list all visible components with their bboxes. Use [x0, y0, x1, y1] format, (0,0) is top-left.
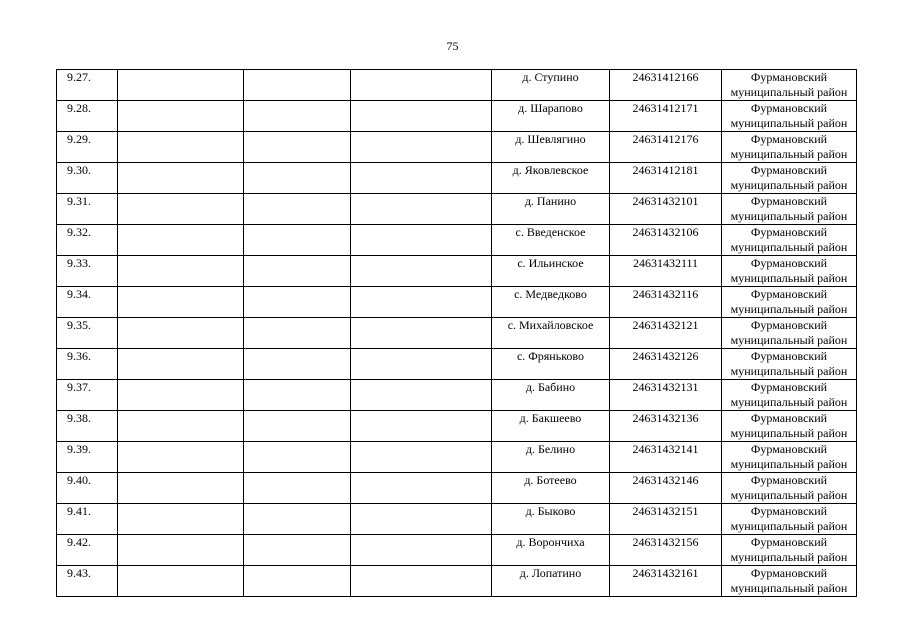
empty-cell [244, 380, 351, 411]
empty-cell [351, 194, 492, 225]
table-row [57, 380, 857, 411]
oktmo-code-cell: 24631432161 [610, 566, 722, 597]
district-name-line: Фурмановский [750, 132, 828, 146]
settlement-cell: д. Бакшеево [492, 411, 610, 442]
oktmo-code-cell: 24631432156 [610, 535, 722, 566]
district-name-line: Фурмановский [750, 318, 828, 332]
oktmo-code-cell: 24631432131 [610, 380, 722, 411]
district-type-line: муниципальный район [730, 581, 848, 595]
row-number-cell: 9.31. [57, 194, 118, 225]
row-number-cell: 9.28. [57, 101, 118, 132]
district-cell [722, 194, 857, 225]
table-row [57, 442, 857, 473]
district-cell [722, 349, 857, 380]
table-row [57, 163, 857, 194]
settlement-cell: д. Ворончиха [492, 535, 610, 566]
empty-cell [351, 318, 492, 349]
table-row [57, 349, 857, 380]
empty-cell [351, 132, 492, 163]
district-name-line: Фурмановский [750, 101, 828, 115]
row-number-cell: 9.27. [57, 70, 118, 101]
table-row [57, 535, 857, 566]
district-cell [722, 225, 857, 256]
settlement-cell: д. Белино [492, 442, 610, 473]
empty-cell [244, 318, 351, 349]
empty-cell [118, 101, 244, 132]
oktmo-code-cell: 24631432126 [610, 349, 722, 380]
district-name-line: Фурмановский [750, 163, 828, 177]
district-cell [722, 70, 857, 101]
district-type-line: муниципальный район [730, 333, 848, 347]
row-number-cell: 9.34. [57, 287, 118, 318]
district-type-line: муниципальный район [730, 457, 848, 471]
empty-cell [351, 442, 492, 473]
empty-cell [118, 318, 244, 349]
settlement-cell: с. Михайловское [492, 318, 610, 349]
oktmo-code-cell: 24631432141 [610, 442, 722, 473]
table-row [57, 411, 857, 442]
district-cell [722, 535, 857, 566]
settlement-cell: д. Яковлевское [492, 163, 610, 194]
district-cell [722, 380, 857, 411]
settlement-cell: д. Бабино [492, 380, 610, 411]
oktmo-code-cell: 24631432116 [610, 287, 722, 318]
district-type-line: муниципальный район [730, 271, 848, 285]
empty-cell [118, 194, 244, 225]
settlement-cell: д. Шарапово [492, 101, 610, 132]
row-number-cell: 9.36. [57, 349, 118, 380]
settlement-cell: д. Панино [492, 194, 610, 225]
empty-cell [244, 442, 351, 473]
empty-cell [244, 225, 351, 256]
district-name-line: Фурмановский [750, 349, 828, 363]
district-name-line: Фурмановский [750, 566, 828, 580]
row-number-cell: 9.41. [57, 504, 118, 535]
empty-cell [351, 70, 492, 101]
empty-cell [244, 256, 351, 287]
row-number-cell: 9.39. [57, 442, 118, 473]
district-type-line: муниципальный район [730, 550, 848, 564]
empty-cell [118, 473, 244, 504]
empty-cell [118, 411, 244, 442]
empty-cell [351, 380, 492, 411]
empty-cell [118, 225, 244, 256]
empty-cell [351, 535, 492, 566]
oktmo-code-cell: 24631432101 [610, 194, 722, 225]
oktmo-code-cell: 24631432146 [610, 473, 722, 504]
district-cell [722, 504, 857, 535]
empty-cell [351, 163, 492, 194]
settlement-cell: с. Медведково [492, 287, 610, 318]
table-row [57, 132, 857, 163]
settlement-cell: с. Ильинское [492, 256, 610, 287]
district-name-line: Фурмановский [750, 473, 828, 487]
empty-cell [244, 566, 351, 597]
empty-cell [244, 349, 351, 380]
empty-cell [118, 349, 244, 380]
district-type-line: муниципальный район [730, 519, 848, 533]
district-cell [722, 442, 857, 473]
district-name-line: Фурмановский [750, 442, 828, 456]
district-name-line: Фурмановский [750, 504, 828, 518]
oktmo-code-cell: 24631432106 [610, 225, 722, 256]
table-row [57, 473, 857, 504]
district-type-line: муниципальный район [730, 178, 848, 192]
district-cell [722, 256, 857, 287]
table-row [57, 225, 857, 256]
empty-cell [118, 535, 244, 566]
district-cell [722, 163, 857, 194]
empty-cell [244, 132, 351, 163]
district-name-line: Фурмановский [750, 70, 828, 84]
empty-cell [118, 442, 244, 473]
empty-cell [351, 473, 492, 504]
row-number-cell: 9.35. [57, 318, 118, 349]
table-row [57, 318, 857, 349]
empty-cell [244, 101, 351, 132]
empty-cell [244, 70, 351, 101]
settlement-cell: д. Лопатино [492, 566, 610, 597]
oktmo-code-cell: 24631432151 [610, 504, 722, 535]
empty-cell [244, 504, 351, 535]
settlement-cell: д. Ступино [492, 70, 610, 101]
table-row [57, 256, 857, 287]
row-number-cell: 9.37. [57, 380, 118, 411]
oktmo-code-cell: 24631412171 [610, 101, 722, 132]
registry-table-body [57, 70, 857, 597]
settlement-cell: с. Фряньково [492, 349, 610, 380]
empty-cell [244, 287, 351, 318]
settlement-cell: д. Шевлягино [492, 132, 610, 163]
district-name-line: Фурмановский [750, 287, 828, 301]
empty-cell [351, 101, 492, 132]
district-cell [722, 287, 857, 318]
empty-cell [118, 380, 244, 411]
district-type-line: муниципальный район [730, 302, 848, 316]
empty-cell [118, 256, 244, 287]
empty-cell [118, 70, 244, 101]
settlement-cell: д. Быково [492, 504, 610, 535]
settlement-cell: д. Ботеево [492, 473, 610, 504]
district-type-line: муниципальный район [730, 116, 848, 130]
empty-cell [244, 473, 351, 504]
empty-cell [351, 349, 492, 380]
settlement-cell: с. Введенское [492, 225, 610, 256]
table-row [57, 101, 857, 132]
district-cell [722, 132, 857, 163]
row-number-cell: 9.29. [57, 132, 118, 163]
empty-cell [351, 287, 492, 318]
empty-cell [244, 411, 351, 442]
empty-cell [351, 504, 492, 535]
registry-table [56, 69, 857, 597]
district-name-line: Фурмановский [750, 380, 828, 394]
oktmo-code-cell: 24631412176 [610, 132, 722, 163]
district-name-line: Фурмановский [750, 411, 828, 425]
district-type-line: муниципальный район [730, 240, 848, 254]
row-number-cell: 9.30. [57, 163, 118, 194]
page-number: 75 [446, 39, 459, 53]
empty-cell [351, 411, 492, 442]
district-type-line: муниципальный район [730, 85, 848, 99]
row-number-cell: 9.43. [57, 566, 118, 597]
district-cell [722, 318, 857, 349]
oktmo-code-cell: 24631432136 [610, 411, 722, 442]
table-row [57, 566, 857, 597]
district-cell [722, 566, 857, 597]
empty-cell [244, 194, 351, 225]
district-type-line: муниципальный район [730, 426, 848, 440]
district-name-line: Фурмановский [750, 194, 828, 208]
empty-cell [118, 163, 244, 194]
empty-cell [351, 256, 492, 287]
empty-cell [351, 566, 492, 597]
district-name-line: Фурмановский [750, 225, 828, 239]
empty-cell [351, 225, 492, 256]
district-cell [722, 411, 857, 442]
row-number-cell: 9.42. [57, 535, 118, 566]
empty-cell [118, 566, 244, 597]
table-row [57, 504, 857, 535]
district-type-line: муниципальный район [730, 395, 848, 409]
empty-cell [244, 535, 351, 566]
table-row [57, 194, 857, 225]
oktmo-code-cell: 24631432121 [610, 318, 722, 349]
district-type-line: муниципальный район [730, 147, 848, 161]
district-cell [722, 473, 857, 504]
row-number-cell: 9.38. [57, 411, 118, 442]
oktmo-code-cell: 24631432111 [610, 256, 722, 287]
district-cell [722, 101, 857, 132]
empty-cell [118, 132, 244, 163]
district-type-line: муниципальный район [730, 488, 848, 502]
table-row [57, 287, 857, 318]
empty-cell [118, 504, 244, 535]
row-number-cell: 9.32. [57, 225, 118, 256]
table-row [57, 70, 857, 101]
empty-cell [244, 163, 351, 194]
oktmo-code-cell: 24631412166 [610, 70, 722, 101]
district-name-line: Фурмановский [750, 256, 828, 270]
row-number-cell: 9.40. [57, 473, 118, 504]
oktmo-code-cell: 24631412181 [610, 163, 722, 194]
district-name-line: Фурмановский [750, 535, 828, 549]
row-number-cell: 9.33. [57, 256, 118, 287]
district-type-line: муниципальный район [730, 209, 848, 223]
district-type-line: муниципальный район [730, 364, 848, 378]
empty-cell [118, 287, 244, 318]
